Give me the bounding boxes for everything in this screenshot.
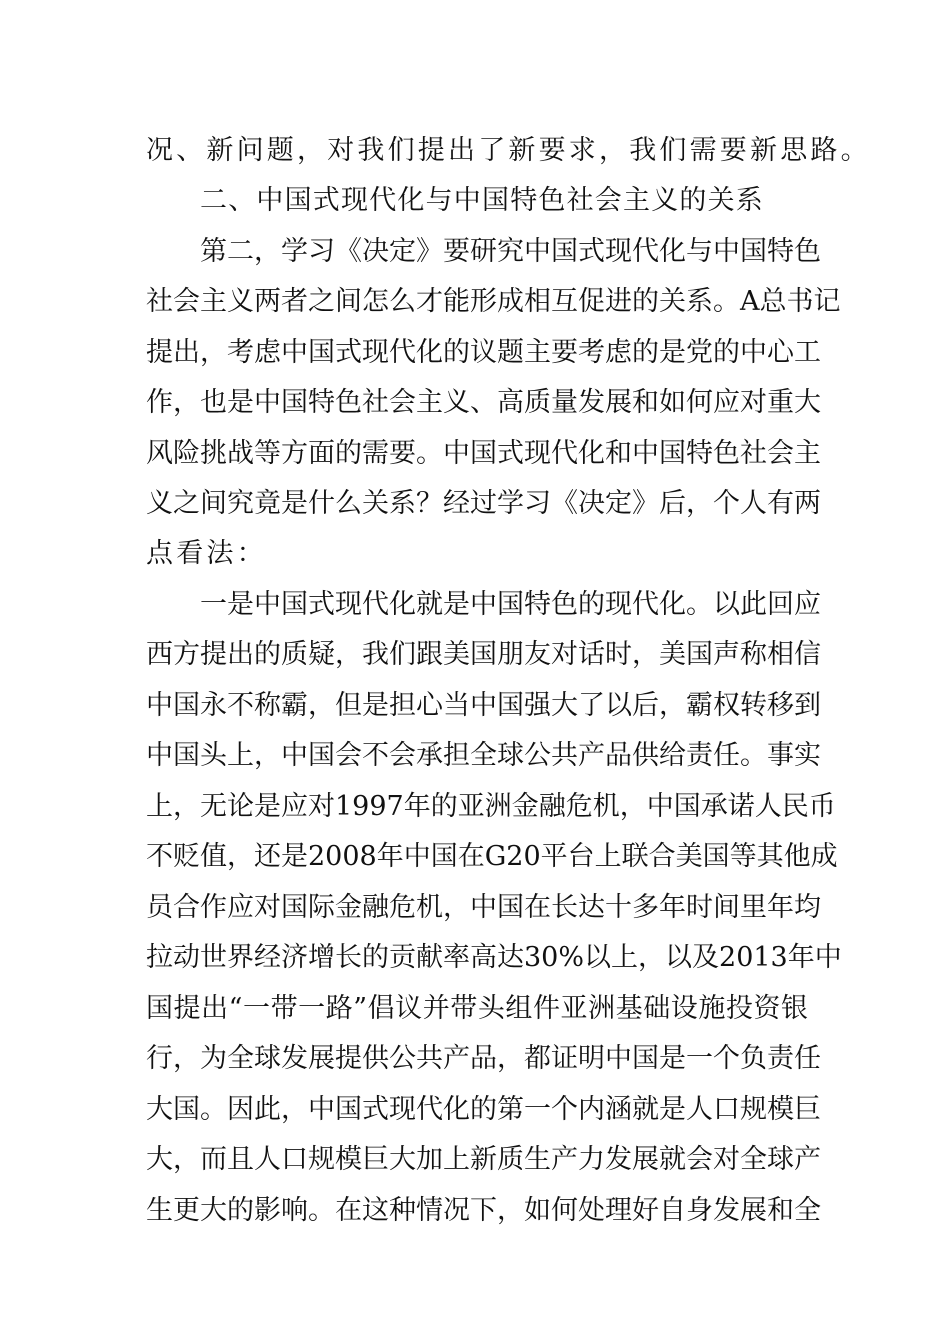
text-line: 生更大的影响。在这种情况下，如何处理好自身发展和全: [146, 1195, 821, 1226]
section-heading: 二、中国式现代化与中国特色社会主义的关系: [200, 185, 764, 216]
text-line: 社会主义两者之间怎么才能形成相互促进的关系。A总书记: [146, 286, 841, 317]
text-line: 第二，学习《决定》要研究中国式现代化与中国特色: [200, 236, 821, 267]
text-line: 义之间究竟是什么关系？经过学习《决定》后，个人有两: [146, 488, 821, 519]
text-line: 员合作应对国际金融危机，中国在长达十多年时间里年均: [146, 892, 821, 923]
text-line: 点看法：: [146, 538, 267, 569]
text-line: 风险挑战等方面的需要。中国式现代化和中国特色社会主: [146, 438, 821, 469]
text-line: 作，也是中国特色社会主义、高质量发展和如何应对重大: [146, 387, 821, 418]
text-line: 上，无论是应对1997年的亚洲金融危机，中国承诺人民币: [146, 791, 836, 822]
text-line: 一是中国式现代化就是中国特色的现代化。以此回应: [200, 589, 821, 620]
text-line: 西方提出的质疑，我们跟美国朋友对话时，美国声称相信: [146, 639, 821, 670]
text-line: 国提出“一带一路”倡议并带头组件亚洲基础设施投资银: [146, 993, 808, 1024]
text-line: 拉动世界经济增长的贡献率高达30%以上，以及2013年中: [146, 942, 842, 973]
text-line: 行，为全球发展提供公共产品，都证明中国是一个负责任: [146, 1043, 821, 1074]
text-line: 中国头上，中国会不会承担全球公共产品供给责任。事实: [146, 740, 821, 771]
text-line: 大，而且人口规模巨大加上新质生产力发展就会对全球产: [146, 1144, 821, 1175]
text-line: 提出，考虑中国式现代化的议题主要考虑的是党的中心工: [146, 337, 821, 368]
text-line: 大国。因此，中国式现代化的第一个内涵就是人口规模巨: [146, 1094, 821, 1125]
text-line: 况、新问题，对我们提出了新要求，我们需要新思路。: [146, 135, 871, 166]
text-line: 不贬值，还是2008年中国在G20平台上联合美国等其他成: [146, 841, 838, 872]
text-line: 中国永不称霸，但是担心当中国强大了以后，霸权转移到: [146, 690, 821, 721]
